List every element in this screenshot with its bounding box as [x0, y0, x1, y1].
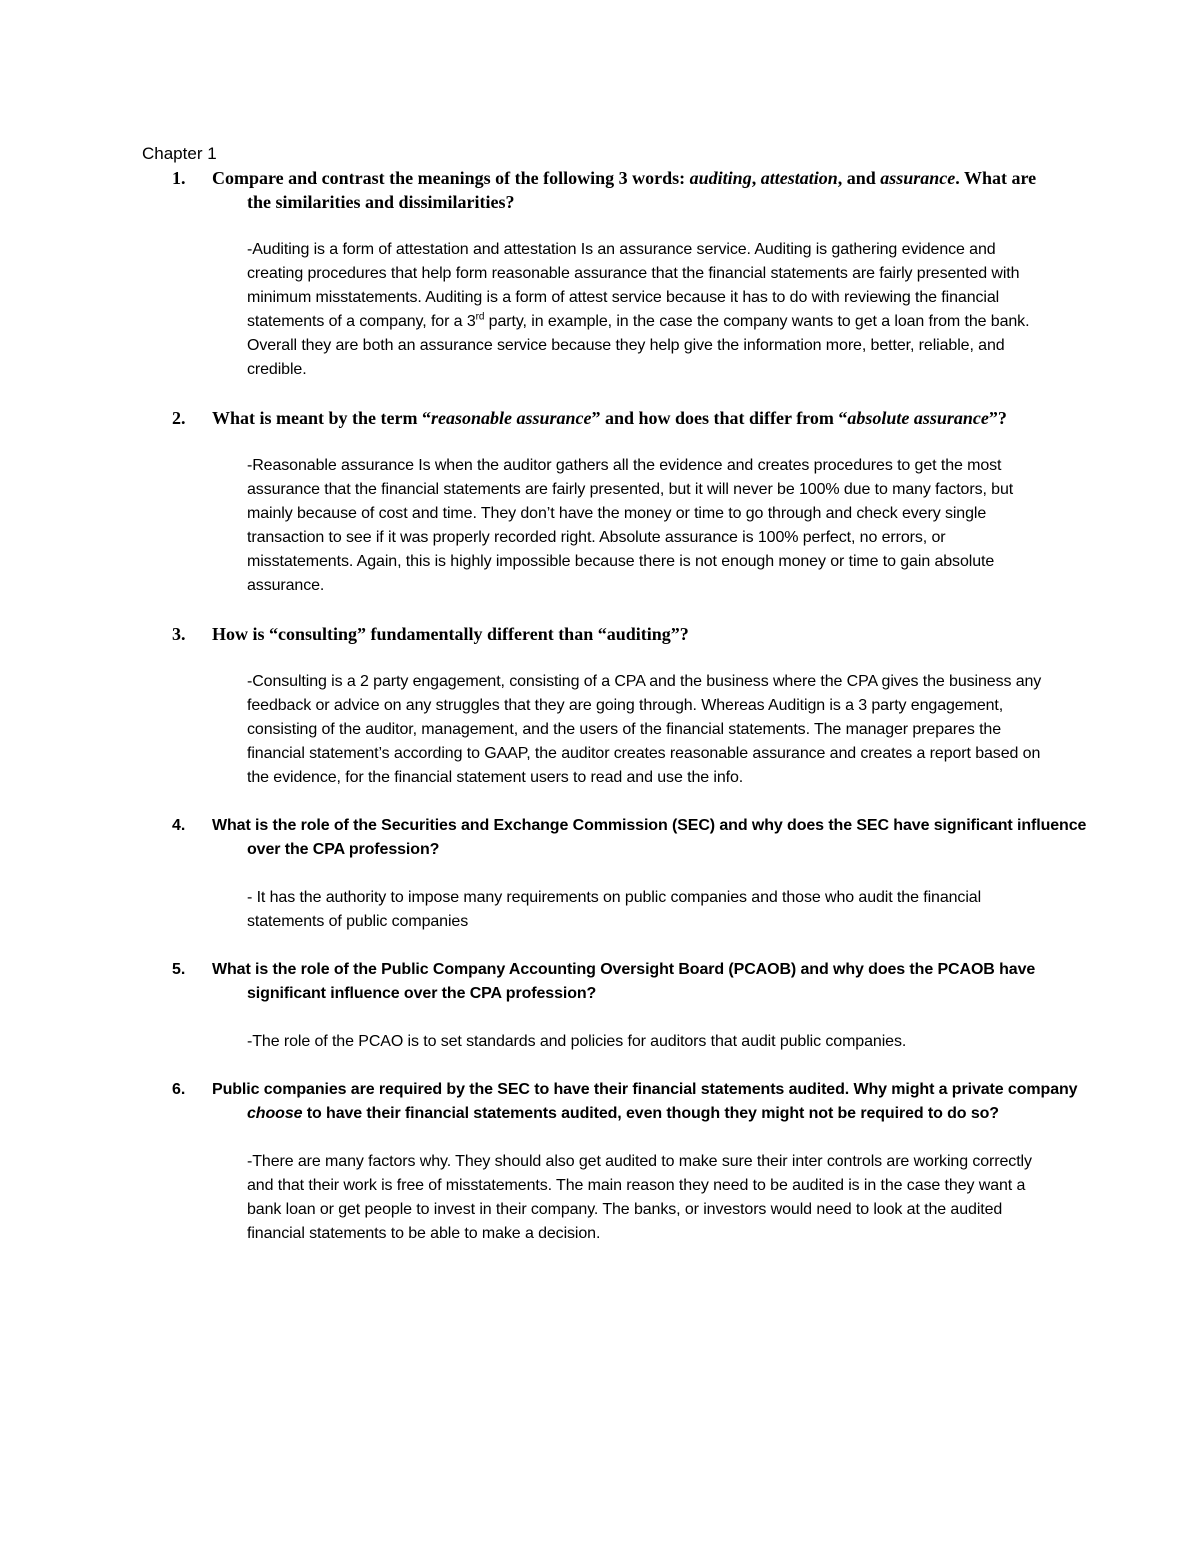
question-6: [172, 1078, 1078, 1246]
question-number: 5.: [172, 961, 186, 978]
answer-text: -Reasonable assurance Is when the auditor gathers all the evidence and creates procedures to get the most assurance that the financial statements are fairly presented, but it will never be 100% due to many factors, but mainly because of cost and time. They don’t have the money or time to go through and check every single transaction to see if it was properly recorded right. Absolute assurance is 100% perfect, no errors, or misstatements. Again, this is highly impossible because there is not enough money or time to gain absolute assurance.: [247, 457, 1014, 594]
question-5: [172, 958, 1072, 1054]
question-number: 2.: [172, 408, 186, 428]
question-number: 3.: [172, 624, 186, 644]
answer-text: -Auditing is a form of attestation and attestation Is an assurance service. Auditing is gathering evidence and creating procedures that help form reasonable assurance that the financial statements are fairly presented with minimum misstatements. Auditing is a form of attest service because it has to do with reviewing the financial statements of a company, for a 3rd party, in example, in the case the company wants to get a loan from the bank. Overall they are both an assurance service because they help give the information more, better, reliable, and credible.: [247, 241, 1030, 378]
question-2: [172, 406, 1072, 598]
answer-text: -The role of the PCAO is to set standards and policies for auditors that audit public companies.: [247, 1033, 907, 1050]
question-text: Compare and contrast the meanings of the following 3 words: auditing, attestation, and assurance. What are the similarities and dissimilarities?: [212, 168, 1037, 212]
answer-text: - It has the authority to impose many requirements on public companies and those who audit the financial statements of public companies: [247, 889, 982, 930]
answer-text: -Consulting is a 2 party engagement, consisting of a CPA and the business where the CPA gives the business any feedback or advice on any struggles that they are going through. Whereas Auditign is a 3 party engagement, consisting of the auditor, management, and the users of the financial statements. The manager prepares the financial statement’s according to GAAP, the auditor creates reasonable assurance and creates a report based on the evidence, for the financial statement users to read and use the info.: [247, 673, 1042, 786]
chapter-title: Chapter 1: [142, 144, 217, 163]
question-1: [172, 166, 1072, 382]
question-text: What is the role of the Securities and Exchange Commission (SEC) and why does the SEC have significant influence over the CPA profession?: [212, 817, 1087, 858]
question-number: 6.: [172, 1081, 186, 1098]
question-text: Public companies are required by the SEC to have their financial statements audited. Why might a private company choose to have their financial statements audited, even though they might not be required to do so?: [212, 1081, 1078, 1122]
question-number: 4.: [172, 817, 186, 834]
question-number: 1.: [172, 168, 186, 188]
question-3: [172, 622, 1072, 790]
question-text: What is meant by the term “reasonable assurance” and how does that differ from “absolute assurance”?: [212, 408, 1007, 428]
answer-text: -There are many factors why. They should also get audited to make sure their inter controls are working correctly and that their work is free of misstatements. The main reason they need to be audited is in the case they want a bank loan or get people to invest in their company. The banks, or investors would need to look at the audited financial statements to be able to make a decision.: [247, 1153, 1032, 1242]
question-text: How is “consulting” fundamentally different than “auditing”?: [212, 624, 689, 644]
question-text: What is the role of the Public Company Accounting Oversight Board (PCAOB) and why does the PCAOB have significant influence over the CPA profession?: [212, 961, 1036, 1002]
question-list: [172, 166, 1087, 1246]
question-4: [172, 814, 1087, 934]
